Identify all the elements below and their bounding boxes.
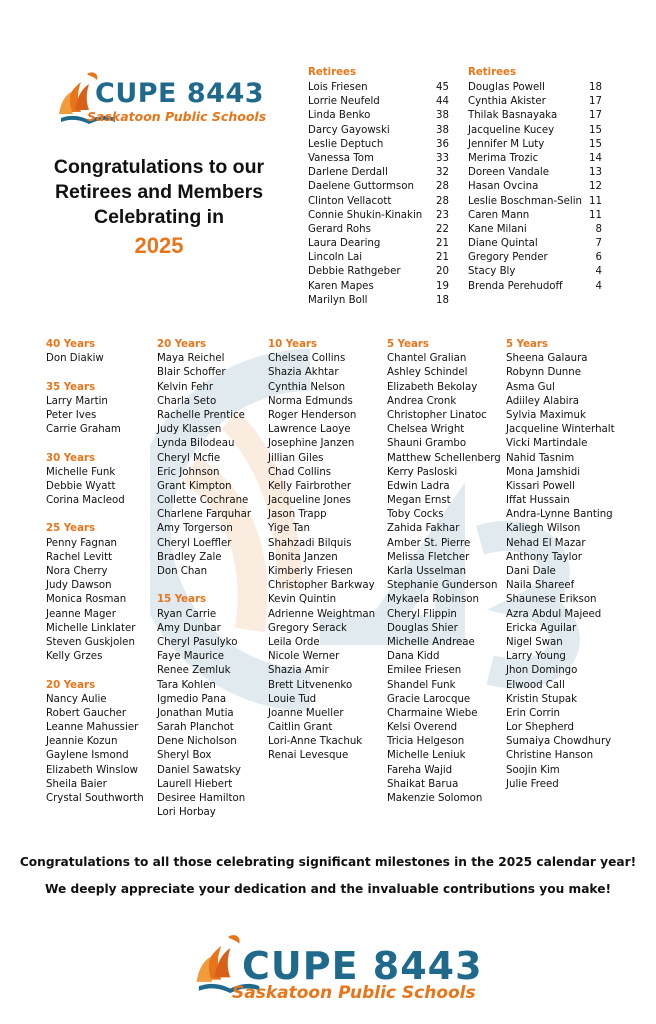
retiree-row [468,195,602,209]
closing-line-2: We deeply appreciate your dedication and the invaluable contributions you make! [44,882,612,896]
member-name: Gregory Serack [268,622,347,634]
member-name: Melissa Fletcher [387,551,470,563]
member-name: Vicki Martindale [506,438,588,450]
member-name: Lawrence Laoye [268,424,351,436]
member-name: Crystal Southworth [46,793,144,804]
years-column-4 [387,338,501,820]
cupe-logo-bottom [188,928,483,1003]
retiree-row [468,251,602,265]
years-group-heading: 10 Years [268,339,318,350]
member-name: Andra-Lynne Banting [506,509,613,521]
retiree-years: 18 [589,82,602,93]
member-name: Chad Collins [268,466,332,478]
retiree-years: 36 [436,138,449,150]
retiree-name: Linda Benko [308,110,371,122]
retiree-years: 21 [436,238,449,250]
retiree-row [308,223,449,237]
retiree-row [308,294,449,308]
member-name: Cheryl Mcfie [157,452,221,464]
member-name: Yige Tan [268,523,310,535]
member-name: Chelsea Collins [268,353,346,365]
member-name: Emilee Friesen [387,665,462,677]
retiree-name: Leslie Boschman-Selin [468,195,582,207]
member-name: Daniel Sawatsky [157,764,241,776]
retiree-name: Caren Mann [468,209,530,221]
member-name: Charmaine Wiebe [387,707,478,719]
retiree-years: 38 [436,110,449,122]
retiree-row [468,209,602,223]
member-name: Penny Fagnan [46,537,118,549]
retiree-years: 4 [595,266,602,278]
member-name: Bonita Janzen [268,551,338,563]
headline-line2: Retirees and Members [54,181,264,203]
member-name: Amy Torgerson [157,523,233,535]
member-name: Sylvia Maximuk [506,409,586,421]
member-name: Lori-Anne Tkachuk [268,736,363,748]
retiree-row [308,109,449,123]
retiree-years: 12 [589,181,602,193]
member-name: Sheena Galaura [506,353,588,365]
member-name: Lor Shepherd [506,722,575,734]
member-name: Ericka Aguilar [506,622,577,634]
member-name: Mona Jamshidi [506,466,581,478]
retiree-years: 28 [436,195,449,207]
member-name: Collette Cochrane [157,495,249,507]
years-group-heading: 30 Years [46,452,96,464]
retiree-row [468,81,602,95]
retiree-name: Daelene Guttormson [308,181,414,193]
years-column-1 [46,338,144,820]
member-name: Bradley Zale [157,551,222,563]
years-group [387,338,501,806]
retiree-row [308,81,449,95]
member-name: Jillian Giles [268,452,324,464]
retiree-row [308,251,449,265]
member-name: Erin Corrin [506,707,560,719]
member-name: Faye Maurice [157,651,225,663]
member-name: Kerry Pasloski [387,466,458,478]
retiree-row [308,195,449,209]
years-group [46,452,144,509]
member-name: Nigel Swan [506,636,563,648]
years-column-2 [157,338,251,835]
retiree-name: Stacy Bly [468,266,516,278]
member-name: Christine Hanson [506,750,594,762]
member-name: Carrie Graham [46,424,121,436]
member-name: Kelsi Overend [387,722,458,734]
retiree-name: Darcy Gayowski [308,124,390,136]
retiree-name: Doreen Vandale [468,167,549,179]
logo-title: CUPE 8443 [242,944,483,988]
retiree-name: Jennifer M Luty [468,138,545,150]
years-column-5 [506,338,615,806]
years-group [46,338,144,366]
years-group [46,679,144,807]
member-name: Igmedio Pana [157,693,227,705]
member-name: Shazia Akhtar [268,367,339,379]
retiree-row [468,265,602,279]
member-name: Edwin Ladra [387,480,450,492]
years-group [46,381,144,438]
retiree-years: 15 [589,138,602,150]
member-name: Chelsea Wright [387,424,465,436]
member-name: Sheryl Box [157,750,212,762]
years-group [268,338,375,764]
retiree-name: Clinton Vellacott [308,195,392,207]
member-name: Ashley Schindel [387,367,468,379]
member-name: Jason Trapp [268,509,327,521]
member-name: Josephine Janzen [268,438,355,450]
years-group-heading: 40 Years [46,339,96,350]
headline-line3: Celebrating in [93,206,225,228]
member-name: Ryan Carrie [157,608,217,620]
logo-subtitle: Saskatoon Public Schools [232,983,476,1003]
member-name: Judy Dawson [46,580,112,592]
member-name: Renai Levesque [268,750,349,762]
member-name: Makenzie Solomon [387,793,483,804]
years-group-heading: 5 Years [387,339,429,350]
member-name: Mykaela Robinson [387,594,479,606]
member-name: Adiiley Alabira [506,395,580,407]
retiree-row [308,124,449,138]
retiree-row [308,166,449,180]
retiree-years: 15 [589,124,602,136]
retiree-name: Gregory Pender [468,252,548,264]
member-name: Cheryl Flippin [387,608,457,620]
retiree-name: Kane Milani [468,223,527,235]
member-name: Corina Macleod [46,495,125,507]
retiree-row [308,180,449,194]
member-name: Kaliegh Wilson [506,523,581,535]
member-name: Matthew Schellenberg [387,452,501,464]
member-name: Shahzadi Bilquis [268,537,352,549]
member-name: Soojin Kim [506,764,560,776]
page-headline [28,155,290,258]
retiree-name: Leslie Deptuch [308,138,384,150]
retiree-row [468,280,602,294]
member-name: Elizabeth Winslow [46,764,138,776]
years-group [157,338,251,579]
member-name: Jeanne Mager [46,608,116,620]
member-name: Kelvin Fehr [157,381,214,393]
closing-line-1: Congratulations to all those celebrating significant milestones in the 2025 calendar year! [19,855,637,869]
member-name: Joanne Mueller [268,707,344,719]
logo-title: CUPE 8443 [95,78,265,109]
member-name: Don Diakiw [46,353,104,365]
member-name: Cynthia Nelson [268,381,346,393]
member-name: Iffat Hussain [506,495,570,507]
retiree-name: Connie Shukin-Kinakin [308,209,423,221]
years-group-heading: 25 Years [46,523,96,535]
retiree-name: Lois Friesen [308,82,368,93]
member-name: Kelly Fairbrother [268,480,352,492]
member-name: Amy Dunbar [157,622,221,634]
member-name: Azra Abdul Majeed [506,608,602,620]
retiree-name: Darlene Derdall [308,167,388,179]
retiree-years: 13 [589,167,602,179]
member-name: Nicole Werner [268,651,340,663]
retiree-row [468,138,602,152]
member-name: Lori Horbay [157,807,216,819]
member-name: Chantel Gralian [387,353,467,365]
retiree-name: Hasan Ovcina [468,181,539,193]
member-name: Jacqueline Winterhalt [506,424,615,436]
member-name: Asma Gul [506,381,555,393]
retiree-name: Thilak Basnayaka [468,110,558,122]
member-name: Lynda Bilodeau [157,438,235,450]
member-name: Norma Edmunds [268,395,353,407]
years-group [46,522,144,664]
retiree-years: 23 [436,209,449,221]
member-name: Dene Nicholson [157,736,237,748]
retirees-heading: Retirees [468,67,517,78]
member-name: Larry Martin [46,395,108,407]
retiree-name: Lorrie Neufeld [308,96,380,108]
member-name: Jonathan Mutia [157,707,234,719]
headline-year: 2025 [134,233,184,258]
member-name: Shaikat Barua [387,778,459,790]
member-name: Julie Freed [506,778,559,790]
retiree-name: Laura Dearing [308,238,381,250]
member-name: Michelle Funk [46,466,116,478]
retiree-years: 20 [436,266,449,278]
member-name: Kissari Powell [506,480,575,492]
retiree-years: 17 [589,110,602,122]
retiree-row [468,237,602,251]
member-name: Jeannie Kozun [46,736,118,748]
retiree-row [468,124,602,138]
retiree-name: Merima Trozic [468,152,539,164]
member-name: Gaylene Ismond [46,750,129,762]
years-group-heading: 5 Years [506,339,548,350]
retiree-row [468,95,602,109]
member-name: Sumaiya Chowdhury [506,736,612,748]
member-name: Stephanie Gunderson [387,580,498,592]
years-group-heading: 20 Years [46,679,96,691]
retiree-years: 14 [589,152,602,164]
retiree-row [308,95,449,109]
member-name: Karla Usselman [387,566,467,577]
member-name: Kimberly Friesen [268,566,353,577]
member-name: Steven Guskjolen [46,636,135,648]
member-name: Renee Zemluk [157,665,231,677]
retiree-row [308,138,449,152]
member-name: Shaunese Erikson [506,594,597,606]
years-group [157,593,251,820]
member-name: Rachelle Prentice [157,409,245,421]
retiree-years: 22 [436,223,449,235]
member-name: Desiree Hamilton [157,793,246,804]
member-name: Sheila Baier [46,778,107,790]
member-name: Naila Shareef [506,580,575,592]
member-name: Debbie Wyatt [46,480,116,492]
member-name: Shandel Funk [387,679,456,691]
retiree-years: 33 [436,152,449,164]
retiree-row [308,280,449,294]
member-name: Jacqueline Jones [268,495,351,507]
retiree-row [308,152,449,166]
member-name: Jhon Domingo [506,665,578,677]
retiree-row [308,209,449,223]
member-name: Tara Kohlen [157,679,216,691]
member-name: Michelle Linklater [46,622,136,634]
retiree-name: Vanessa Tom [308,152,374,164]
retiree-row [468,109,602,123]
member-name: Dani Dale [506,566,556,577]
cupe-logo-top [57,66,267,132]
member-name: Charlene Farquhar [157,509,252,521]
years-group [506,338,615,792]
retirees-table-right [468,67,602,294]
retiree-name: Gerard Rohs [308,223,371,235]
member-name: Larry Young [506,651,566,663]
retiree-years: 38 [436,124,449,136]
member-name: Robynn Dunne [506,367,581,379]
retiree-name: Debbie Rathgeber [308,266,401,278]
member-name: Leila Orde [268,636,320,648]
retirees-table-left [308,67,449,308]
retiree-name: Lincoln Lai [308,252,363,264]
retiree-years: 11 [589,195,602,207]
retiree-years: 11 [589,209,602,221]
member-name: Douglas Shier [387,622,458,634]
member-name: Nehad El Mazar [506,537,586,549]
member-name: Shazia Amir [268,665,329,677]
member-name: Monica Rosman [46,594,127,606]
member-name: Brett Litvenenko [268,679,353,691]
member-name: Dana Kidd [387,651,440,663]
member-name: Michelle Leniuk [387,750,466,762]
member-name: Laurell Hiebert [157,778,233,790]
member-name: Kelly Grzes [46,651,103,663]
retiree-row [468,152,602,166]
member-name: Adrienne Weightman [268,608,376,620]
member-name: Don Chan [157,566,208,577]
retiree-years: 7 [595,238,602,250]
member-name: Elizabeth Bekolay [387,381,478,393]
member-name: Megan Ernst [387,495,451,507]
member-name: Louie Tud [268,693,317,705]
years-column-3 [268,338,375,778]
member-name: Shauni Grambo [387,438,467,450]
member-name: Nancy Aulie [46,693,107,705]
member-name: Andrea Cronk [387,395,457,407]
member-name: Blair Schoffer [157,367,226,379]
headline-line1: Congratulations to our [53,156,265,178]
member-name: Cheryl Pasulyko [157,636,238,648]
member-name: Kristin Stupak [506,693,578,705]
retiree-name: Karen Mapes [308,280,374,292]
retiree-row [468,166,602,180]
member-name: Anthony Taylor [506,551,582,563]
member-name: Caitlin Grant [268,722,333,734]
retiree-name: Diane Quintal [468,238,538,250]
member-name: Elwood Call [506,679,565,691]
retiree-years: 28 [436,181,449,193]
years-group-heading: 15 Years [157,594,207,606]
retiree-years: 8 [595,223,602,235]
retiree-years: 17 [589,96,602,108]
member-name: Maya Reichel [157,353,225,365]
member-name: Toby Cocks [387,509,444,521]
member-name: Christopher Barkway [268,580,375,592]
member-name: Kevin Quintin [268,594,337,606]
member-name: Grant Kimpton [157,480,232,492]
retiree-years: 19 [436,280,449,292]
member-name: Fareha Wajid [387,764,453,776]
member-name: Peter Ives [46,409,97,421]
member-name: Cheryl Loeffler [157,537,232,549]
member-name: Rachel Levitt [46,551,113,563]
retiree-row [308,265,449,279]
member-name: Tricia Helgeson [387,736,465,748]
retirees-heading: Retirees [308,67,357,78]
member-name: Nora Cherry [46,566,108,577]
retiree-name: Marilyn Boll [308,294,368,306]
retiree-years: 32 [436,167,449,179]
retiree-years: 45 [436,82,449,93]
member-name: Nahid Tasnim [506,452,575,464]
retiree-row [308,237,449,251]
years-group-heading: 20 Years [157,339,207,350]
member-name: Leanne Mahussier [46,722,139,734]
member-name: Roger Henderson [268,409,357,421]
member-name: Michelle Andreae [387,636,475,648]
retiree-name: Cynthia Akister [468,96,546,108]
member-name: Robert Gaucher [46,707,127,719]
member-name: Charla Seto [157,395,217,407]
retiree-row [468,223,602,237]
years-group-heading: 35 Years [46,381,96,393]
retiree-years: 44 [436,96,449,108]
retiree-name: Douglas Powell [468,82,545,93]
member-name: Amber St. Pierre [387,537,471,549]
logo-subtitle: Saskatoon Public Schools [87,109,267,124]
retiree-years: 21 [436,252,449,264]
member-name: Gracie Larocque [387,693,471,705]
member-name: Zahida Fakhar [387,523,460,535]
retiree-row [468,180,602,194]
member-name: Christopher Linatoc [387,409,487,421]
retiree-years: 4 [595,280,602,292]
retiree-name: Brenda Perehudoff [468,280,563,292]
retiree-name: Jacqueline Kucey [468,124,555,136]
member-name: Sarah Planchot [157,722,234,734]
member-name: Eric Johnson [157,466,220,478]
member-name: Judy Klassen [157,424,222,436]
retiree-years: 6 [595,252,602,264]
retiree-years: 18 [436,294,449,306]
